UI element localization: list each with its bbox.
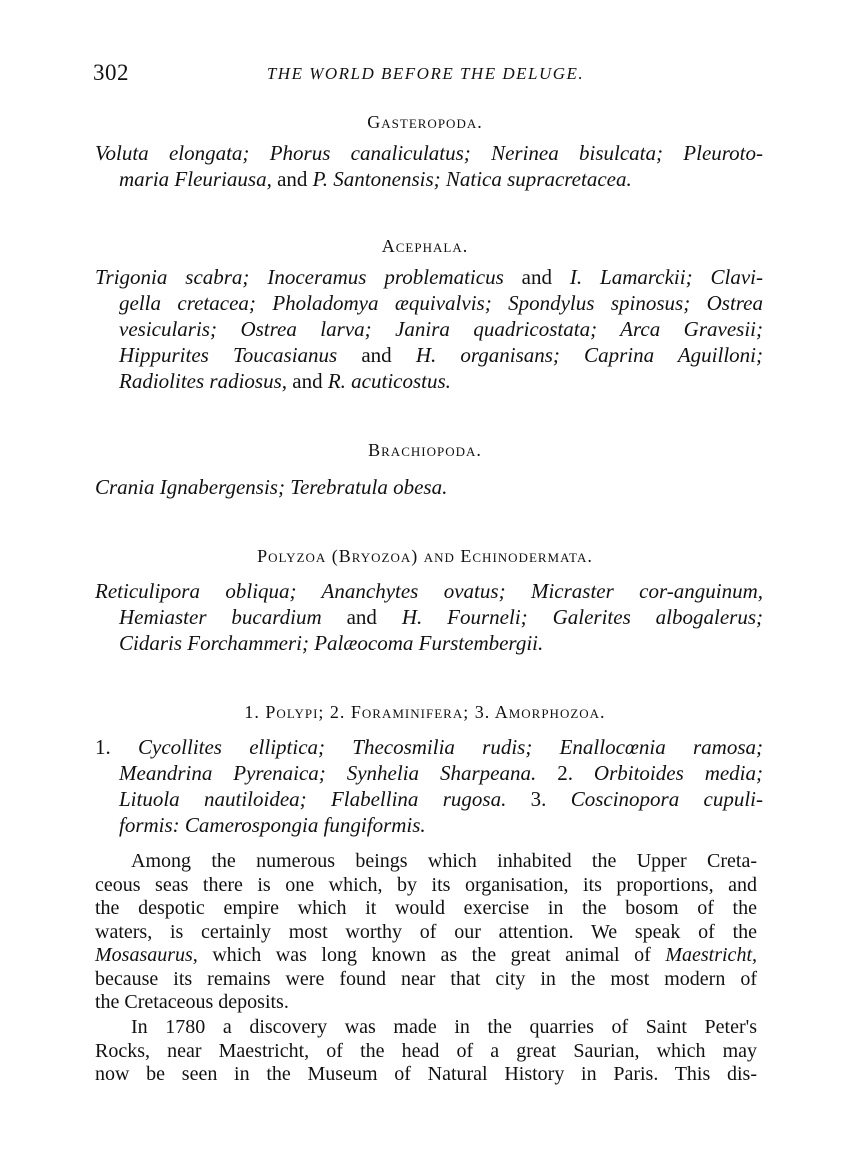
species-line: Radiolites radiosus, and R. acuticostus. xyxy=(119,369,451,393)
species-list-polypi xyxy=(95,734,763,838)
species-list-gasteropoda xyxy=(95,140,763,192)
species-list-polyzoa xyxy=(95,578,763,656)
text-line: Among the numerous beings which inhabited the Upper Creta- xyxy=(131,850,757,872)
species-list-brachiopoda xyxy=(95,474,763,500)
heading-polypi: 1. Polypi; 2. Foraminifera; 3. Amorphozoa. xyxy=(244,702,606,722)
text-line: because its remains were found near that city in the most modern of xyxy=(95,967,757,990)
species-line: Cidaris Forchammeri; Palæocoma Furstembergii. xyxy=(119,631,544,655)
species-line: Hippurites Toucasianus and H. organisans; Caprina Aguilloni; xyxy=(119,343,763,367)
species-line: Lituola nautiloidea; Flabellina rugosa. 3. Coscinopora cupuli- xyxy=(119,787,763,811)
species-line: Voluta elongata; Phorus canaliculatus; Nerinea bisulcata; Pleuroto- xyxy=(95,141,763,165)
species-line: Meandrina Pyrenaica; Synhelia Sharpeana. 2. Orbitoides media; xyxy=(119,761,764,785)
species-list-acephala xyxy=(95,264,763,394)
page-number: 302 xyxy=(93,60,129,85)
species-line: Crania Ignabergensis; Terebratula obesa. xyxy=(95,475,448,499)
text-line: waters, is certainly most worthy of our attention. We speak of the xyxy=(95,920,757,943)
heading-acephala: Acephala. xyxy=(381,236,469,256)
species-line: gella cretacea; Pholadomya æquivalvis; Spondylus spinosus; Ostrea xyxy=(119,291,763,315)
text-line: the despotic empire which it would exercise in the bosom of the xyxy=(95,897,757,919)
species-line: Trigonia scabra; Inoceramus problematicus and I. Lamarckii; Clavi- xyxy=(95,265,763,289)
text-line: ceous seas there is one which, by its organisation, its proportions, and xyxy=(95,873,757,896)
text-line: Mosasaurus, which was long known as the great animal of Maestricht, xyxy=(95,944,757,966)
species-line: Reticulipora obliqua; Ananchytes ovatus; Micraster cor-anguinum, xyxy=(95,579,763,603)
text-line: In 1780 a discovery was made in the quarries of Saint Peter's xyxy=(131,1016,757,1038)
heading-brachiopoda: Brachiopoda. xyxy=(368,440,482,460)
running-head xyxy=(93,60,758,90)
species-line: 1. Cycollites elliptica; Thecosmilia rudis; Enallocœnia ramosa; xyxy=(95,735,763,759)
text-line: now be seen in the Museum of Natural History in Paris. This dis- xyxy=(95,1063,757,1085)
heading-polyzoa: Polyzoa (Bryozoa) and Echinodermata. xyxy=(257,546,593,566)
species-line: Hemiaster bucardium and H. Fourneli; Galerites albogalerus; xyxy=(119,605,763,629)
body-paragraph-2 xyxy=(95,1016,757,1087)
heading-gasteropoda: Gasteropoda. xyxy=(367,112,483,132)
species-line: formis: Camerospongia fungiformis. xyxy=(119,813,426,837)
running-title: THE WORLD BEFORE THE DELUGE. xyxy=(266,64,585,83)
species-line: vesicularis; Ostrea larva; Janira quadricostata; Arca Gravesii; xyxy=(119,317,763,341)
text-line: the Cretaceous deposits. xyxy=(95,991,289,1013)
body-paragraph-1 xyxy=(95,850,757,1015)
species-line: maria Fleuriausa, and P. Santonensis; Natica supracretacea. xyxy=(119,167,632,191)
text-line: Rocks, near Maestricht, of the head of a great Saurian, which may xyxy=(95,1039,757,1062)
